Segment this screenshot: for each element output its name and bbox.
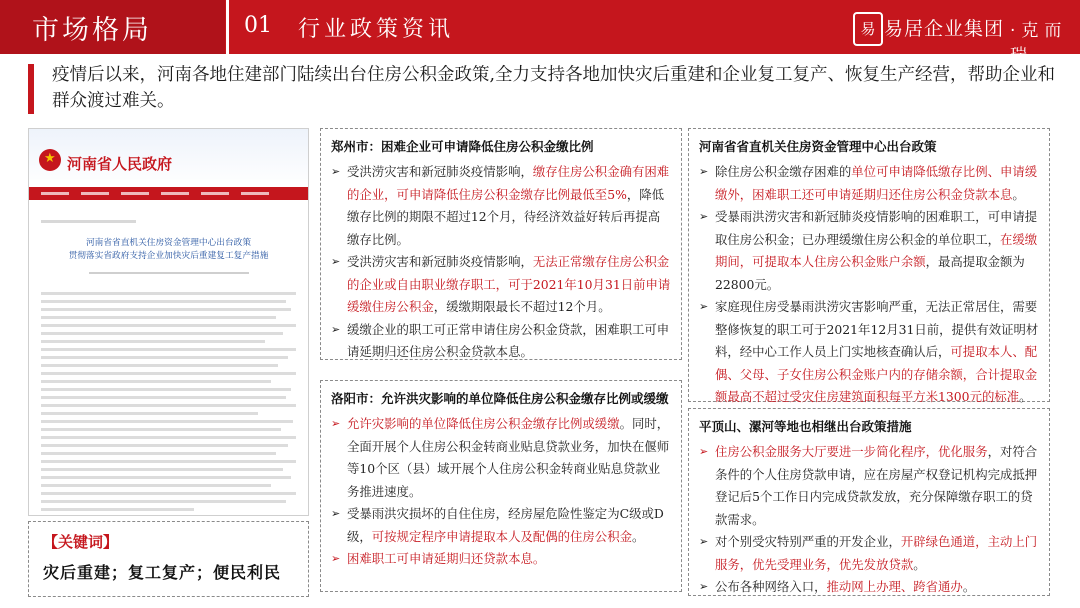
policy-box-title: 河南省省直机关住房资金管理中心出台政策 <box>699 139 937 154</box>
policy-item-text: 受洪涝灾害和新冠肺炎疫情影响， <box>347 164 533 179</box>
policy-item <box>331 413 671 503</box>
policy-item-text: 公布各种网络入口， <box>715 579 827 594</box>
keyword-label: 【关键词】 <box>43 533 119 551</box>
policy-item-highlight: 可提取本人、配偶、父母、子女住房公积金账户内的存储余额，合计提取金额最高不超过受灾住房建筑面积每平方米1300元的标准 <box>715 344 1038 404</box>
brand-name: 易居企业集团 <box>884 18 1005 40</box>
intro-paragraph: 疫情后以来，河南各地住建部门陆续出台住房公积金政策,全力支持各地加快灾后重建和企业复工复产、恢复生产经营，帮助企业和群众渡过难关。 <box>52 65 1056 111</box>
policy-item <box>699 531 1039 576</box>
policy-item-text: 缓缴企业的职工可正常申请住房公积金贷款，困难职工可申请延期归还住房公积金贷款本息。 <box>347 321 670 359</box>
header-bar <box>0 0 1080 66</box>
policy-box-provincial <box>688 128 1050 402</box>
document-text-line <box>41 316 276 319</box>
document-body <box>29 200 308 516</box>
policy-item <box>699 206 1039 296</box>
document-header <box>29 129 308 187</box>
document-meta <box>89 272 249 274</box>
policy-item-text: 。 <box>913 556 926 572</box>
policy-box-pingdingshan <box>688 408 1050 596</box>
policy-item-highlight: 可按规定程序申请提取本人及配偶的住房公积金 <box>371 528 632 544</box>
document-nav-bar <box>29 187 308 200</box>
document-text-line <box>41 372 296 375</box>
policy-item-text: ，对符合条件的个人住房贷款申请，应在房屋产权登记机构完成抵押登记后5个工作日内完成贷款发放，充分保障缴存职工的贷款需求。 <box>715 444 1038 527</box>
document-text-line <box>41 364 278 367</box>
document-text-line <box>41 292 296 295</box>
policy-box-title: 郑州市：困难企业可申请降低住房公积金缴比例 <box>331 139 594 154</box>
policy-item-text: 对个别受灾特别严重的开发企业， <box>715 534 901 549</box>
document-text-line <box>41 500 286 503</box>
policy-item-text: 受暴雨洪灾损坏的自住住房，经房屋危险性鉴定为C级或D级， <box>347 506 664 544</box>
policy-item <box>331 503 671 548</box>
policy-item <box>331 548 671 571</box>
document-title-line1: 河南省省直机关住房资金管理中心出台政策 <box>85 238 252 248</box>
policy-item-text: 。 <box>962 579 976 594</box>
policy-item-text: 除住房公积金缴存困难的 <box>715 164 852 179</box>
policy-box-luoyang <box>320 380 682 592</box>
policy-item <box>699 576 1039 599</box>
header-divider <box>226 0 229 54</box>
document-text-line <box>41 508 194 511</box>
document-text-line <box>41 476 291 479</box>
policy-item-highlight: 推动网上办理、跨省通办 <box>826 579 963 594</box>
document-title-line2: 贯彻落实省政府支持企业加快灾后重建复工复产措施 <box>68 251 269 261</box>
section-subtitle: 行业政策资讯 <box>298 17 455 42</box>
section-title-block <box>0 0 225 54</box>
document-text-line <box>41 420 293 423</box>
document-text-line <box>41 444 288 447</box>
policy-item <box>331 319 671 364</box>
policy-item-text: ，缓缴期限最长不超过12个月。 <box>433 299 611 314</box>
policy-item <box>331 251 671 319</box>
document-text-line <box>41 428 281 431</box>
policy-item-highlight: 单位可申请降低缴存比例、申请缓缴外，困难职工还可申请延期归还住房公积金贷款本息 <box>715 164 1038 202</box>
document-text-line <box>41 412 258 415</box>
policy-item-highlight: 住房公积金服务大厅要进一步简化程序，优化服务 <box>715 444 988 459</box>
document-text-line <box>41 332 283 335</box>
section-number: 01 <box>244 13 272 38</box>
brand-sub: ·克而瑞 <box>1010 21 1068 66</box>
document-screenshot <box>28 128 309 516</box>
government-emblem-icon <box>39 149 61 171</box>
document-breadcrumb <box>41 220 136 223</box>
policy-item-highlight: 在缓缴期间，可提取本人住房公积金账户余额 <box>715 231 1038 269</box>
policy-item-text: 受暴雨洪涝灾害和新冠肺炎疫情影响的困难职工，可申请提取住房公积金；已办理缓缴住房公积金的单位职工， <box>715 209 1038 247</box>
policy-item-highlight: 开辟绿色通道，主动上门服务，优先受理业务，优先发放贷款 <box>715 534 1038 572</box>
document-text-line <box>41 452 276 455</box>
intro-accent-bar <box>28 64 34 114</box>
policy-box-zhengzhou <box>320 128 682 360</box>
keyword-text: 灾后重建；复工复产；便民利民 <box>43 563 282 582</box>
policy-item-text: ，降低缴存比例的期限不超过12个月，待经济效益好转后再提高缴存比例。 <box>347 186 665 247</box>
policy-item <box>699 441 1039 531</box>
policy-item <box>699 296 1039 409</box>
document-text-line <box>41 348 296 351</box>
document-text-line <box>41 340 265 343</box>
document-text-line <box>41 324 296 327</box>
document-text-lines <box>41 292 296 511</box>
document-text-line <box>41 484 271 487</box>
brand-logo-icon: 易 <box>853 12 883 46</box>
document-text-line <box>41 492 296 495</box>
policy-item-highlight: 困难职工可申请延期归还贷款本息。 <box>347 551 546 566</box>
policy-item-highlight: 缴存住房公积金确有困难的企业，可申请降低住房公积金缴存比例最低至5% <box>347 164 670 202</box>
policy-item-highlight: 无法正常缴存住房公积金的企业或自由职业缴存职工，可于2021年10月31日前申请缓缴住房公积金 <box>347 254 671 314</box>
policy-item-list <box>699 441 1039 599</box>
document-text-line <box>41 468 283 471</box>
section-title: 市场格局 <box>32 15 152 46</box>
policy-item-list <box>331 161 671 364</box>
policy-item-text: 。同时，全面开展个人住房公积金转商业贴息贷款业务，加快在偃师等10个区（县）域开展个人住房公积金转商业贴息贷款业务推进速度。 <box>347 416 670 499</box>
policy-item-text: ，最高提取金额为22800元。 <box>715 254 1025 292</box>
document-brand: 河南省人民政府 <box>67 155 173 173</box>
document-text-line <box>41 308 291 311</box>
policy-item-text: 。 <box>1019 389 1032 404</box>
document-text-line <box>41 460 296 463</box>
policy-item <box>699 161 1039 206</box>
policy-item-text: 家庭现住房受暴雨洪涝灾害影响严重，无法正常居住，需要整修恢复的职工可于2021年12月31日前，提供有效证明材料，经中心工作人员上门实地核查确认后， <box>715 299 1039 359</box>
policy-item-text: 。 <box>631 528 645 544</box>
document-text-line <box>41 356 288 359</box>
document-text-line <box>41 388 291 391</box>
document-text-line <box>41 436 296 439</box>
document-text-line <box>41 396 286 399</box>
keyword-box <box>28 521 309 597</box>
document-text-line <box>41 300 286 303</box>
policy-box-title: 洛阳市：允许洪灾影响的单位降低住房公积金缴存比例或缓缴 <box>331 391 669 406</box>
policy-box-title: 平顶山、漯河等地也相继出台政策措施 <box>699 419 912 434</box>
policy-item-text: 受洪涝灾害和新冠肺炎疫情影响， <box>347 254 533 269</box>
policy-item-text: 。 <box>1012 186 1025 202</box>
policy-item-highlight: 允许灾影响的单位降低住房公积金缴存比例或缓缴 <box>347 416 620 431</box>
document-text-line <box>41 404 296 407</box>
document-text-line <box>41 380 271 383</box>
policy-item-list <box>331 413 671 571</box>
policy-item-list <box>699 161 1039 409</box>
policy-item <box>331 161 671 251</box>
